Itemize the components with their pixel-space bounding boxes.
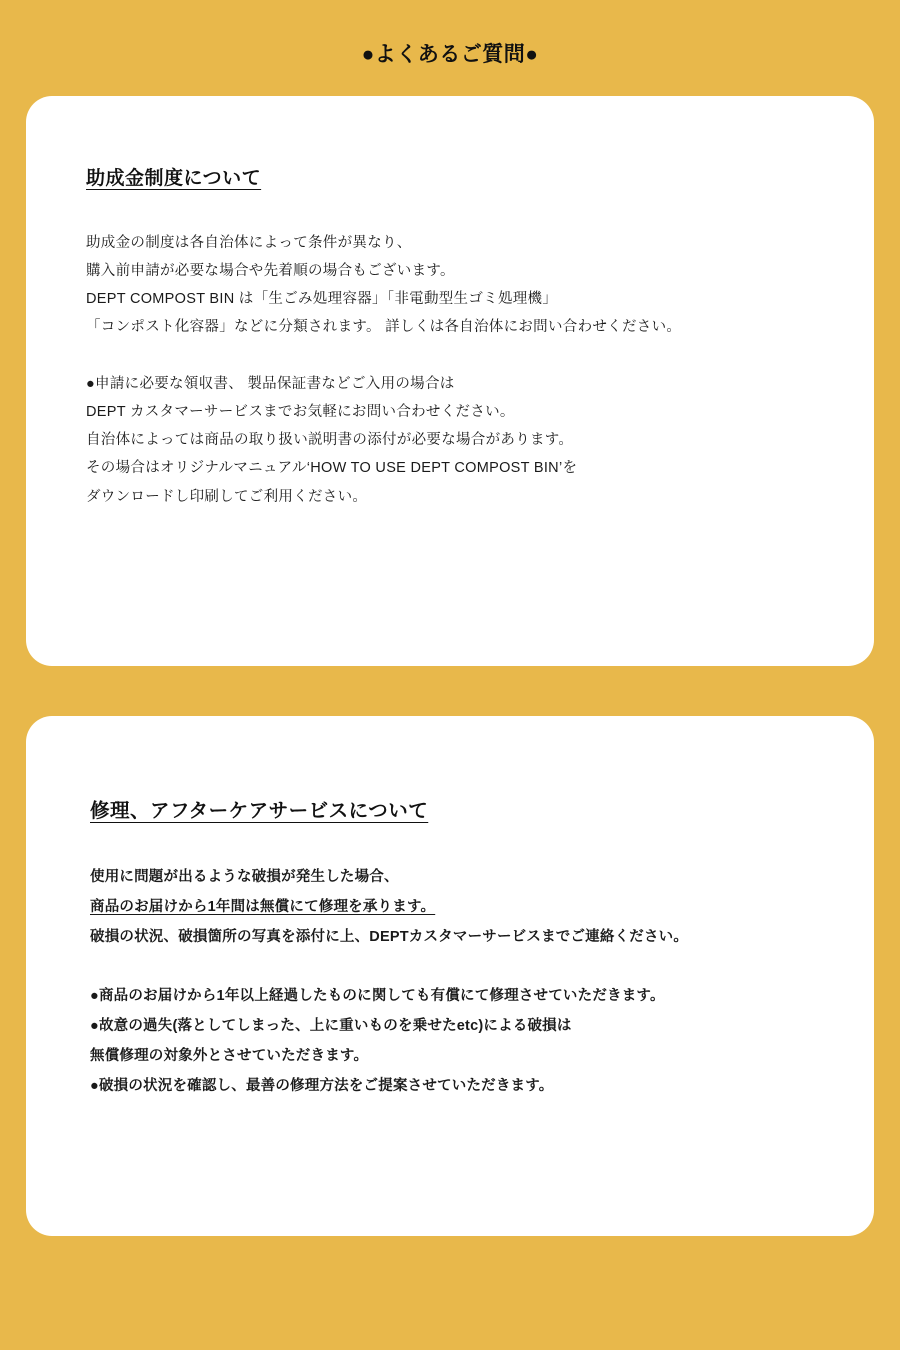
text-line-underlined: 商品のお届けから1年間は無償にて修理を承ります。 — [90, 899, 436, 916]
text-line: ●破損の状況を確認し、最善の修理方法をご提案させていただきます。 — [90, 1077, 554, 1094]
page-title: ●よくあるご質問● — [361, 43, 539, 66]
card-subsidy-content — [26, 96, 874, 511]
subsidy-paragraph-2 — [86, 342, 834, 511]
subsidy-paragraph-1 — [86, 193, 834, 342]
card-subsidy — [26, 96, 874, 666]
text-line: 助成金の制度は各自治体によって条件が異なり、 — [86, 234, 412, 251]
text-line: 無償修理の対象外とさせていただきます。 — [90, 1047, 369, 1064]
text-line: DEPT カスタマーサービスまでお気軽にお問い合わせください。 — [86, 403, 515, 420]
text-line: DEPT COMPOST BIN は「生ごみ処理容器」「非電動型生ゴミ処理機」 — [86, 291, 558, 308]
text-line: ダウンロードし印刷してご利用ください。 — [86, 488, 368, 505]
section-heading-repair: 修理、アフターケアサービスについて — [90, 800, 429, 822]
text-line: 購入前申請が必要な場合や先着順の場合もございます。 — [86, 262, 455, 279]
repair-paragraph-1 — [86, 825, 834, 952]
text-line-wrapper — [90, 893, 834, 923]
card-repair — [26, 716, 874, 1236]
text-line: その場合はオリジナルマニュアル‘HOW TO USE DEPT COMPOST BIN’を — [86, 460, 578, 477]
card-repair-content — [26, 716, 874, 1101]
repair-paragraph-2 — [86, 952, 834, 1101]
text-line: 「コンポスト化容器」などに分類されます。 詳しくは各自治体にお問い合わせください。 — [86, 319, 682, 336]
text-line: 破損の状況、破損箇所の写真を添付に上、DEPTカスタマーサービスまでご連絡ください。 — [90, 928, 689, 945]
text-line: ●商品のお届けから1年以上経過したものに関しても有償にて修理させていただきます。 — [90, 988, 665, 1005]
text-line: 自治体によっては商品の取り扱い説明書の添付が必要な場合があります。 — [86, 432, 574, 449]
text-line: ●申請に必要な領収書、 製品保証書などご入用の場合は — [86, 375, 455, 392]
section-heading-subsidy: 助成金制度について — [86, 168, 262, 189]
text-line: ●故意の過失(落としてしまった、上に重いものを乗せたetc)による破損は — [90, 1018, 572, 1035]
text-line: 使用に問題が出るような破損が発生した場合、 — [90, 869, 399, 886]
